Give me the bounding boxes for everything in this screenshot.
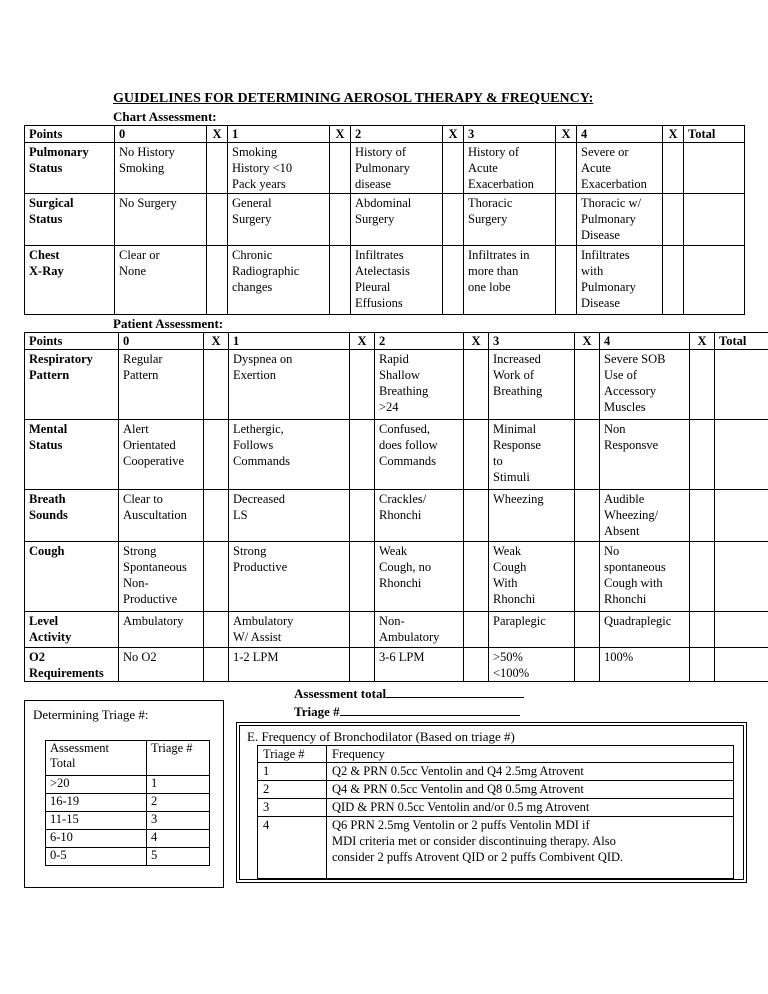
frequency-cell: Q6 PRN 2.5mg Ventolin or 2 puffs Ventolin MDI if MDI criteria met or consider discontinuing therapy. Also consider 2 puffs Atrovent QID or 2 puffs Combivent QID. bbox=[327, 817, 734, 879]
bronchodilator-title: E. Frequency of Bronchodilator (Based on triage #) bbox=[247, 729, 515, 744]
criteria-cell: Ambulatory bbox=[119, 612, 204, 648]
criteria-cell: Smoking History <10 Pack years bbox=[228, 143, 330, 194]
x-checkbox-cell[interactable] bbox=[204, 612, 229, 648]
criteria-cell: Severe SOB Use of Accessory Muscles bbox=[600, 350, 690, 420]
criteria-cell: Wheezing bbox=[489, 490, 575, 542]
triage-table bbox=[45, 740, 210, 866]
x-checkbox-cell[interactable] bbox=[350, 542, 375, 612]
criteria-cell: Severe or Acute Exacerbation bbox=[577, 143, 663, 194]
header-score-0: 0 bbox=[119, 333, 204, 350]
x-checkbox-cell[interactable] bbox=[575, 612, 600, 648]
assessment-total-label: Assessment total bbox=[294, 686, 387, 701]
x-checkbox-cell[interactable] bbox=[464, 490, 489, 542]
frequency-cell: Q4 & PRN 0.5cc Ventolin and Q8 0.5mg Atrovent bbox=[327, 781, 734, 799]
x-checkbox-cell[interactable] bbox=[663, 143, 684, 194]
x-checkbox-cell[interactable] bbox=[443, 143, 464, 194]
total-cell[interactable] bbox=[715, 490, 768, 542]
criteria-cell: Clear or None bbox=[115, 246, 207, 315]
table-row bbox=[46, 812, 210, 830]
assessment-range-cell: 0-5 bbox=[46, 848, 147, 866]
x-checkbox-cell[interactable] bbox=[464, 648, 489, 682]
criteria-cell: No spontaneous Cough with Rhonchi bbox=[600, 542, 690, 612]
row-label-level-activity: Level Activity bbox=[25, 612, 119, 648]
total-cell[interactable] bbox=[715, 542, 768, 612]
header-score-2: 2 bbox=[351, 126, 443, 143]
patient-assessment-label: Patient Assessment: bbox=[113, 316, 224, 331]
header-x: X bbox=[464, 333, 489, 350]
table-row bbox=[25, 350, 768, 420]
table-row bbox=[25, 246, 745, 315]
x-checkbox-cell[interactable] bbox=[690, 420, 715, 490]
x-checkbox-cell[interactable] bbox=[204, 542, 229, 612]
x-checkbox-cell[interactable] bbox=[556, 194, 577, 246]
triage-number-cell: 3 bbox=[258, 799, 327, 817]
row-label-respiratory-pattern: Respiratory Pattern bbox=[25, 350, 119, 420]
header-x: X bbox=[443, 126, 464, 143]
header-frequency: Frequency bbox=[327, 746, 734, 763]
criteria-cell: Dyspnea on Exertion bbox=[229, 350, 350, 420]
x-checkbox-cell[interactable] bbox=[690, 648, 715, 682]
x-checkbox-cell[interactable] bbox=[556, 246, 577, 315]
header-x: X bbox=[556, 126, 577, 143]
x-checkbox-cell[interactable] bbox=[207, 143, 228, 194]
table-row bbox=[46, 794, 210, 812]
row-label-surgical-status: Surgical Status bbox=[25, 194, 115, 246]
header-total: Total bbox=[684, 126, 745, 143]
row-label-cough: Cough bbox=[25, 542, 119, 612]
table-row bbox=[258, 781, 734, 799]
table-row bbox=[258, 763, 734, 781]
header-score-1: 1 bbox=[228, 126, 330, 143]
x-checkbox-cell[interactable] bbox=[350, 612, 375, 648]
x-checkbox-cell[interactable] bbox=[207, 246, 228, 315]
table-row bbox=[25, 542, 768, 612]
x-checkbox-cell[interactable] bbox=[330, 246, 351, 315]
x-checkbox-cell[interactable] bbox=[575, 490, 600, 542]
criteria-cell: Clear to Auscultation bbox=[119, 490, 204, 542]
header-score-0: 0 bbox=[115, 126, 207, 143]
criteria-cell: History of Acute Exacerbation bbox=[464, 143, 556, 194]
x-checkbox-cell[interactable] bbox=[690, 350, 715, 420]
patient-header-row bbox=[25, 333, 768, 350]
criteria-cell: Thoracic w/ Pulmonary Disease bbox=[577, 194, 663, 246]
criteria-cell: Infiltrates with Pulmonary Disease bbox=[577, 246, 663, 315]
triage-value-cell: 3 bbox=[147, 812, 210, 830]
criteria-cell: Weak Cough, no Rhonchi bbox=[375, 542, 464, 612]
criteria-cell: Confused, does follow Commands bbox=[375, 420, 464, 490]
chart-assessment-table bbox=[24, 125, 745, 315]
assessment-range-cell: 11-15 bbox=[46, 812, 147, 830]
triage-value-cell: 1 bbox=[147, 776, 210, 794]
total-cell[interactable] bbox=[715, 648, 768, 682]
criteria-cell: No History Smoking bbox=[115, 143, 207, 194]
table-row bbox=[25, 420, 768, 490]
header-x: X bbox=[575, 333, 600, 350]
x-checkbox-cell[interactable] bbox=[663, 246, 684, 315]
assessment-range-cell: 16-19 bbox=[46, 794, 147, 812]
criteria-cell: Non- Ambulatory bbox=[375, 612, 464, 648]
triage-number-field bbox=[294, 703, 520, 720]
frequency-cell: QID & PRN 0.5cc Ventolin and/or 0.5 mg Atrovent bbox=[327, 799, 734, 817]
x-checkbox-cell[interactable] bbox=[204, 420, 229, 490]
x-checkbox-cell[interactable] bbox=[350, 420, 375, 490]
table-row bbox=[25, 194, 745, 246]
x-checkbox-cell[interactable] bbox=[575, 648, 600, 682]
criteria-cell: 1-2 LPM bbox=[229, 648, 350, 682]
header-points: Points bbox=[25, 126, 115, 143]
criteria-cell: Weak Cough With Rhonchi bbox=[489, 542, 575, 612]
x-checkbox-cell[interactable] bbox=[464, 420, 489, 490]
row-label-mental-status: Mental Status bbox=[25, 420, 119, 490]
header-score-3: 3 bbox=[489, 333, 575, 350]
criteria-cell: Thoracic Surgery bbox=[464, 194, 556, 246]
criteria-cell: Crackles/ Rhonchi bbox=[375, 490, 464, 542]
header-x: X bbox=[207, 126, 228, 143]
assessment-total-input[interactable] bbox=[386, 685, 524, 698]
total-cell[interactable] bbox=[684, 143, 745, 194]
criteria-cell: History of Pulmonary disease bbox=[351, 143, 443, 194]
x-checkbox-cell[interactable] bbox=[207, 194, 228, 246]
criteria-cell: General Surgery bbox=[228, 194, 330, 246]
x-checkbox-cell[interactable] bbox=[464, 542, 489, 612]
criteria-cell: Quadraplegic bbox=[600, 612, 690, 648]
header-x: X bbox=[350, 333, 375, 350]
header-score-4: 4 bbox=[600, 333, 690, 350]
criteria-cell: 100% bbox=[600, 648, 690, 682]
x-checkbox-cell[interactable] bbox=[330, 143, 351, 194]
total-cell[interactable] bbox=[715, 420, 768, 490]
row-label-pulmonary-status: Pulmonary Status bbox=[25, 143, 115, 194]
x-checkbox-cell[interactable] bbox=[556, 143, 577, 194]
header-score-4: 4 bbox=[577, 126, 663, 143]
criteria-cell: Chronic Radiographic changes bbox=[228, 246, 330, 315]
x-checkbox-cell[interactable] bbox=[204, 350, 229, 420]
table-row bbox=[25, 648, 768, 682]
x-checkbox-cell[interactable] bbox=[575, 350, 600, 420]
total-cell[interactable] bbox=[684, 246, 745, 315]
row-label-breath-sounds: Breath Sounds bbox=[25, 490, 119, 542]
header-x: X bbox=[204, 333, 229, 350]
criteria-cell: Rapid Shallow Breathing >24 bbox=[375, 350, 464, 420]
triage-value-cell: 5 bbox=[147, 848, 210, 866]
row-label-o2-requirements: O2 Requirements bbox=[25, 648, 119, 682]
chart-assessment-label: Chart Assessment: bbox=[113, 109, 217, 124]
page-title: GUIDELINES FOR DETERMINING AEROSOL THERAPY & FREQUENCY: bbox=[113, 91, 594, 106]
bronchodilator-table bbox=[257, 745, 734, 879]
x-checkbox-cell[interactable] bbox=[464, 350, 489, 420]
table-row bbox=[25, 612, 768, 648]
x-checkbox-cell[interactable] bbox=[663, 194, 684, 246]
triage-value-cell: 2 bbox=[147, 794, 210, 812]
total-cell[interactable] bbox=[715, 350, 768, 420]
table-row bbox=[25, 143, 745, 194]
x-checkbox-cell[interactable] bbox=[690, 612, 715, 648]
criteria-cell: Alert Orientated Cooperative bbox=[119, 420, 204, 490]
criteria-cell: No Surgery bbox=[115, 194, 207, 246]
triage-value-cell: 4 bbox=[147, 830, 210, 848]
triage-box-title: Determining Triage #: bbox=[33, 707, 149, 722]
header-score-3: 3 bbox=[464, 126, 556, 143]
header-triage-number: Triage # bbox=[258, 746, 327, 763]
criteria-cell: 3-6 LPM bbox=[375, 648, 464, 682]
triage-determination-box bbox=[24, 700, 224, 888]
triage-number-label: Triage # bbox=[294, 704, 340, 719]
criteria-cell: No O2 bbox=[119, 648, 204, 682]
x-checkbox-cell[interactable] bbox=[464, 612, 489, 648]
x-checkbox-cell[interactable] bbox=[575, 420, 600, 490]
table-row bbox=[258, 817, 734, 879]
criteria-cell: Audible Wheezing/ Absent bbox=[600, 490, 690, 542]
x-checkbox-cell[interactable] bbox=[204, 648, 229, 682]
triage-header-row bbox=[46, 741, 210, 776]
bronchodilator-header-row bbox=[258, 746, 734, 763]
triage-number-cell: 2 bbox=[258, 781, 327, 799]
x-checkbox-cell[interactable] bbox=[330, 194, 351, 246]
criteria-cell: Increased Work of Breathing bbox=[489, 350, 575, 420]
criteria-cell: >50% <100% bbox=[489, 648, 575, 682]
x-checkbox-cell[interactable] bbox=[204, 490, 229, 542]
patient-assessment-table bbox=[24, 332, 768, 682]
criteria-cell: Infiltrates Atelectasis Pleural Effusions bbox=[351, 246, 443, 315]
x-checkbox-cell[interactable] bbox=[443, 194, 464, 246]
x-checkbox-cell[interactable] bbox=[690, 490, 715, 542]
x-checkbox-cell[interactable] bbox=[350, 648, 375, 682]
x-checkbox-cell[interactable] bbox=[690, 542, 715, 612]
row-label-chest-x-ray: Chest X-Ray bbox=[25, 246, 115, 315]
header-score-2: 2 bbox=[375, 333, 464, 350]
assessment-range-cell: 6-10 bbox=[46, 830, 147, 848]
criteria-cell: Infiltrates in more than one lobe bbox=[464, 246, 556, 315]
header-points: Points bbox=[25, 333, 119, 350]
header-triage-number: Triage # bbox=[147, 741, 210, 776]
criteria-cell: Abdominal Surgery bbox=[351, 194, 443, 246]
table-row bbox=[46, 830, 210, 848]
header-x: X bbox=[690, 333, 715, 350]
x-checkbox-cell[interactable] bbox=[575, 542, 600, 612]
table-row bbox=[46, 776, 210, 794]
x-checkbox-cell[interactable] bbox=[443, 246, 464, 315]
assessment-range-cell: >20 bbox=[46, 776, 147, 794]
criteria-cell: Paraplegic bbox=[489, 612, 575, 648]
criteria-cell: Strong Productive bbox=[229, 542, 350, 612]
chart-header-row bbox=[25, 126, 745, 143]
frequency-cell: Q2 & PRN 0.5cc Ventolin and Q4 2.5mg Atrovent bbox=[327, 763, 734, 781]
criteria-cell: Non Responsve bbox=[600, 420, 690, 490]
criteria-cell: Ambulatory W/ Assist bbox=[229, 612, 350, 648]
header-total: Total bbox=[715, 333, 768, 350]
header-score-1: 1 bbox=[229, 333, 350, 350]
assessment-total-field bbox=[294, 685, 524, 702]
header-x: X bbox=[330, 126, 351, 143]
criteria-cell: Lethergic, Follows Commands bbox=[229, 420, 350, 490]
x-checkbox-cell[interactable] bbox=[350, 490, 375, 542]
triage-number-input[interactable] bbox=[340, 703, 520, 716]
x-checkbox-cell[interactable] bbox=[350, 350, 375, 420]
triage-number-cell: 4 bbox=[258, 817, 327, 879]
criteria-cell: Regular Pattern bbox=[119, 350, 204, 420]
total-cell[interactable] bbox=[684, 194, 745, 246]
criteria-cell: Decreased LS bbox=[229, 490, 350, 542]
table-row bbox=[25, 490, 768, 542]
table-row bbox=[46, 848, 210, 866]
header-assessment-total: Assessment Total bbox=[46, 741, 147, 776]
header-x: X bbox=[663, 126, 684, 143]
table-row bbox=[258, 799, 734, 817]
criteria-cell: Strong Spontaneous Non- Productive bbox=[119, 542, 204, 612]
criteria-cell: Minimal Response to Stimuli bbox=[489, 420, 575, 490]
total-cell[interactable] bbox=[715, 612, 768, 648]
triage-number-cell: 1 bbox=[258, 763, 327, 781]
